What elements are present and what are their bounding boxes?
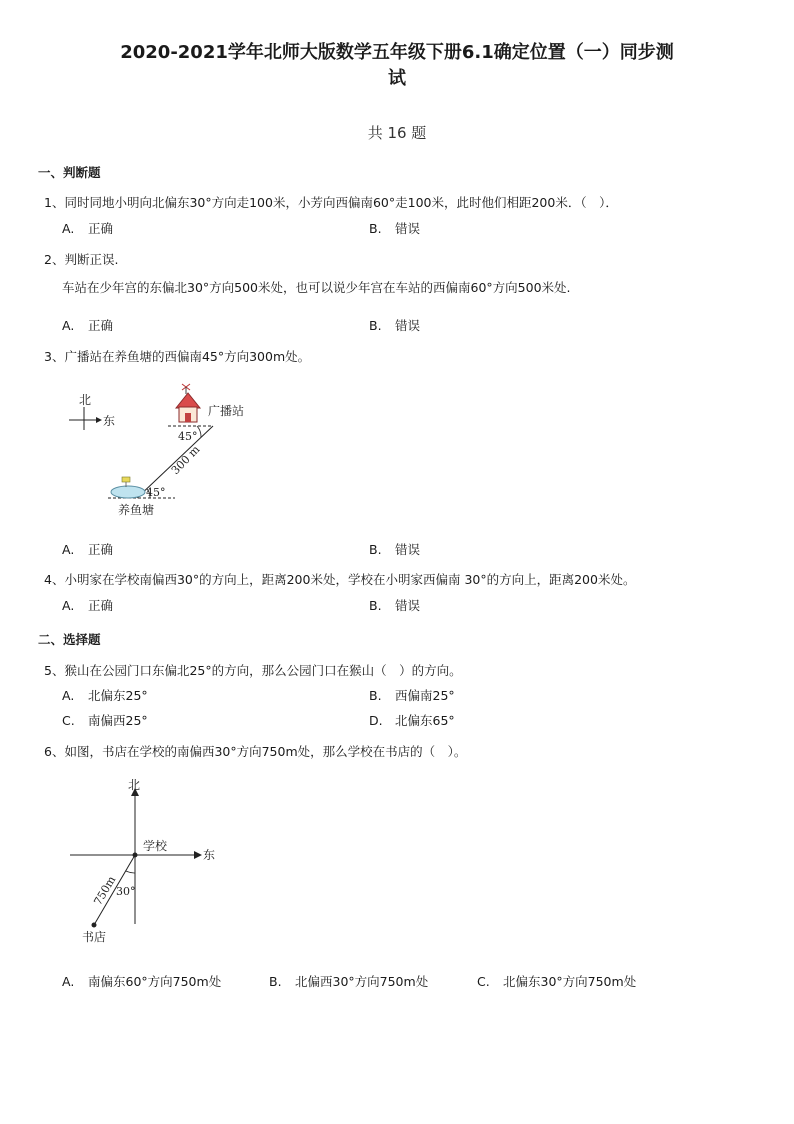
- q6-option-b-label: 北偏西30°方向750m处: [295, 974, 429, 989]
- q5-option-c-label: 南偏西25°: [88, 713, 148, 728]
- q6-school-label: 学校: [143, 839, 168, 853]
- q6-option-a-label: 南偏东60°方向750m处: [88, 974, 222, 989]
- q1-option-a-letter: A.: [62, 221, 75, 236]
- q6-store-label: 书店: [82, 930, 107, 944]
- question-4-text: 4、小明家在学校南偏西30°的方向上，距离200米处，学校在小明家西偏南 30°的方向上，距离200米处。: [44, 572, 636, 587]
- q6-option-c[interactable]: [477, 972, 636, 990]
- q6-north-label: 北: [128, 778, 141, 792]
- q5-option-d-letter: D.: [369, 713, 383, 728]
- q3-north-label: 北: [79, 393, 92, 407]
- q6-angle-label: 30°: [116, 885, 136, 898]
- q3-option-b-label: 错误: [395, 542, 421, 557]
- q1-option-b-letter: B.: [369, 221, 382, 236]
- section-heading-choice: 二、选择题: [38, 632, 101, 647]
- q1-option-a-label: 正确: [88, 221, 114, 236]
- question-5-text: 5、猴山在公园门口东偏北25°的方向，那么公园门口在猴山（ ）的方向。: [44, 663, 462, 678]
- q2-option-a-label: 正确: [88, 318, 114, 333]
- q5-option-b-letter: B.: [369, 688, 382, 703]
- q5-option-a-letter: A.: [62, 688, 75, 703]
- q6-option-a[interactable]: [62, 972, 221, 990]
- q4-option-a-letter: A.: [62, 598, 75, 613]
- q3-station-label: 广播站: [208, 404, 245, 418]
- q3-east-label: 东: [103, 414, 116, 428]
- q3-option-a-letter: A.: [62, 542, 75, 557]
- q6-east-label: 东: [203, 848, 216, 862]
- question-3-text: 3、广播站在养鱼塘的西偏南45°方向300m处。: [44, 349, 311, 364]
- q3-option-b-letter: B.: [369, 542, 382, 557]
- q6-option-c-letter: C.: [477, 974, 490, 989]
- question-2-text: 2、判断正误.: [44, 252, 119, 267]
- q3-distance-label: 300 m: [168, 442, 203, 478]
- q4-option-b-letter: B.: [369, 598, 382, 613]
- q3-angle-top: 45°: [178, 430, 198, 443]
- section-heading-judgement: 一、判断题: [38, 165, 101, 180]
- q3-pond-label: 养鱼塘: [118, 503, 155, 517]
- question-2-statement: 车站在少年宫的东偏北30°方向500米处，也可以说少年宫在车站的西偏南60°方向500米处.: [62, 280, 571, 295]
- q2-option-b-letter: B.: [369, 318, 382, 333]
- q3-angle-bottom: 45°: [146, 486, 166, 499]
- q6-option-b[interactable]: [269, 972, 428, 990]
- q1-option-b-label: 错误: [395, 221, 421, 236]
- q2-option-b-label: 错误: [395, 318, 421, 333]
- q5-option-c-letter: C.: [62, 713, 75, 728]
- question-count: 共 16 题: [367, 124, 427, 142]
- q5-option-a-label: 北偏东25°: [88, 688, 148, 703]
- q6-option-a-letter: A.: [62, 974, 75, 989]
- east-arrow-icon: [194, 851, 202, 859]
- page-title-line2: 试: [388, 68, 406, 89]
- q4-option-a-label: 正确: [88, 598, 114, 613]
- q6-option-b-letter: B.: [269, 974, 282, 989]
- q5-option-b-label: 西偏南25°: [395, 688, 455, 703]
- question-1-text: 1、同时同地小明向北偏东30°方向走100米，小芳向西偏南60°走100米，此时他们相距200米．（ ）．: [44, 195, 618, 210]
- q4-option-b-label: 错误: [395, 598, 421, 613]
- q6-distance-label: 750m: [91, 873, 119, 908]
- q5-option-d-label: 北偏东65°: [395, 713, 455, 728]
- question-6-text: 6、如图，书店在学校的南偏西30°方向750m处，那么学校在书店的（ ）。: [44, 744, 467, 759]
- q2-option-a-letter: A.: [62, 318, 75, 333]
- q6-option-c-label: 北偏东30°方向750m处: [503, 974, 637, 989]
- q3-option-a-label: 正确: [88, 542, 114, 557]
- page-title-line1: 2020-2021学年北师大版数学五年级下册6.1确定位置（一）同步测: [120, 42, 674, 63]
